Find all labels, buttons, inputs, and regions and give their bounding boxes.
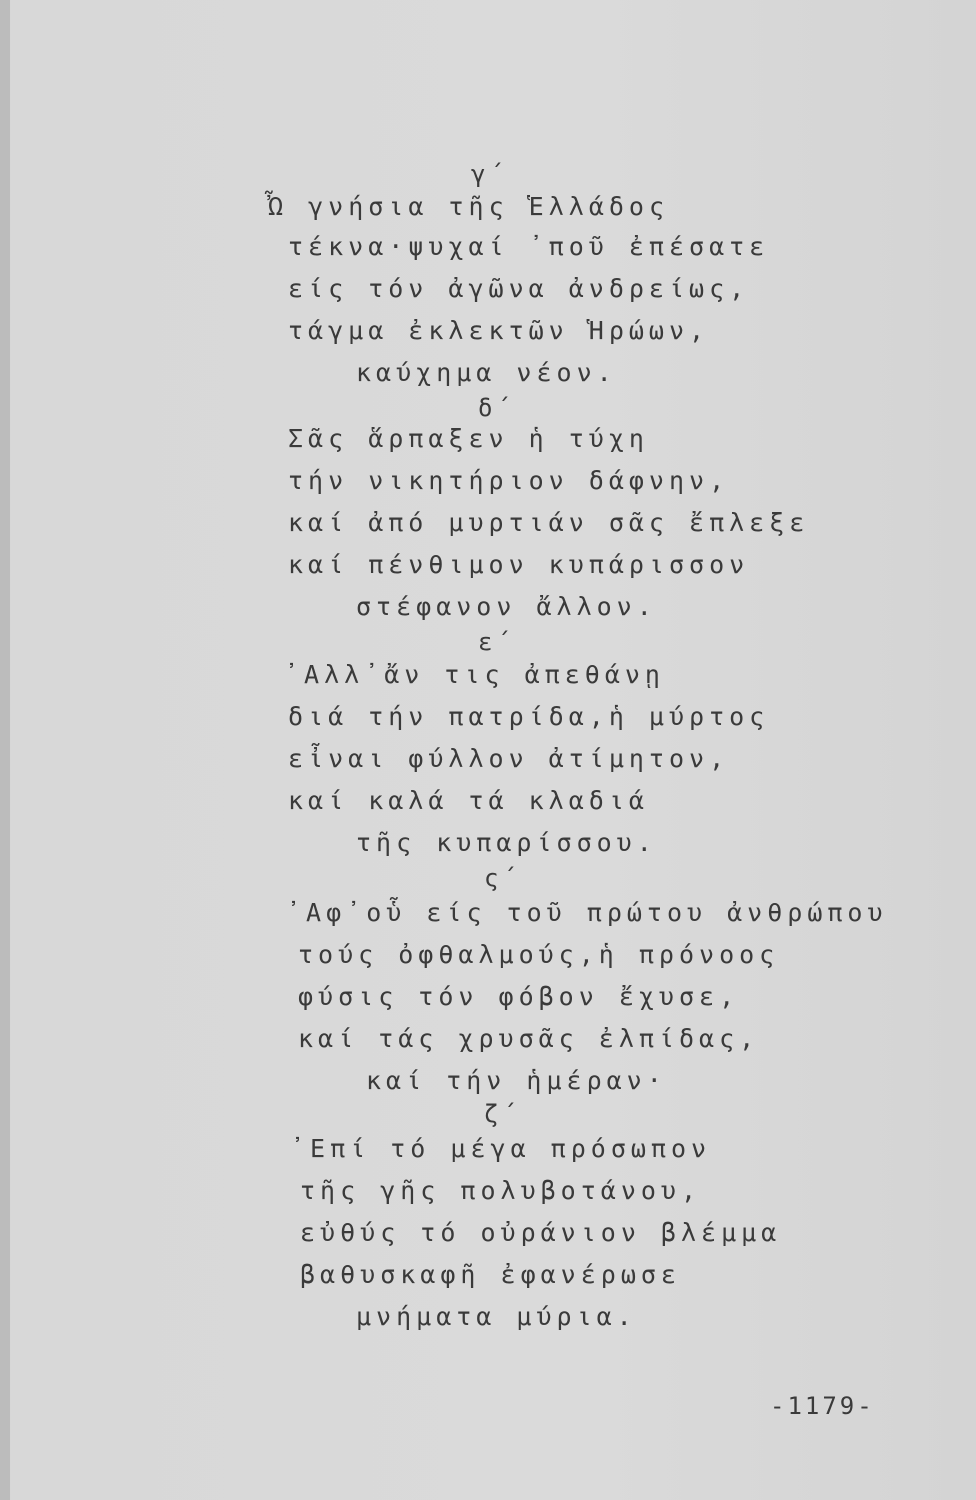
- stanza-mark-zeta: ζ΄: [484, 1100, 521, 1128]
- poem-line: καί τήν ἡμέραν·: [366, 1066, 667, 1095]
- poem-line: ᾽Αφ᾽οὗ είς τοῦ πρώτου ἀνθρώπου: [286, 898, 888, 927]
- poem-line: καί πένθιμον κυπάρισσον: [288, 550, 750, 579]
- poem-line: καί καλά τά κλαδιά: [288, 786, 649, 815]
- poem-line: εἶναι φύλλον ἀτίμητον,: [288, 744, 730, 773]
- stanza-mark-epsilon: ε΄: [478, 628, 515, 656]
- poem-line: τούς ὀφθαλμούς,ἡ πρόνοος: [298, 940, 780, 969]
- poem-line: καί ἀπό μυρτιάν σᾶς ἔπλεξε: [288, 508, 810, 537]
- poem-line: Σᾶς ἅρπαξεν ἡ τύχη: [288, 424, 649, 453]
- poem-line: διά τήν πατρίδα,ἡ μύρτος: [288, 702, 770, 731]
- poem-line: στέφανον ἄλλον.: [356, 592, 657, 621]
- poem-line: καύχημα νέον.: [356, 358, 617, 387]
- stanza-mark-stigma: ς΄: [484, 864, 521, 892]
- poem-line: ᾽Αλλ᾽ἄν τις ἀπεθάνῃ: [284, 660, 665, 689]
- poem-line: βαθυσκαφῆ ἐφανέρωσε: [300, 1260, 681, 1289]
- poem-line: τάγμα ἐκλεκτῶν Ἡρώων,: [288, 316, 710, 345]
- poem-line: τήν νικητήριον δάφνην,: [288, 466, 730, 495]
- poem-line: τῆς κυπαρίσσου.: [356, 828, 657, 857]
- poem-line: είς τόν ἀγῶνα ἀνδρείως,: [288, 274, 750, 303]
- poem-line: ᾽Επί τό μέγα πρόσωπον: [290, 1134, 712, 1163]
- poem-line: καί τάς χρυσᾶς ἐλπίδας,: [298, 1024, 760, 1053]
- poem-line: τέκνα·ψυχαί ᾽ποῦ ἐπέσατε: [288, 232, 770, 261]
- poem-line: εὐθύς τό οὐράνιον βλέμμα: [300, 1218, 782, 1247]
- page-left-edge: [0, 0, 10, 1500]
- stanza-mark-delta: δ΄: [478, 394, 515, 422]
- poem-line: φύσις τόν φόβον ἔχυσε,: [298, 982, 740, 1011]
- poem-line: τῆς γῆς πολυβοτάνου,: [300, 1176, 702, 1205]
- page-number: -1179-: [770, 1392, 875, 1420]
- poem-line: μνήματα μύρια.: [356, 1302, 637, 1331]
- poem-line: Ὦ γνήσια τῆς Ἑλλάδος: [268, 192, 670, 221]
- stanza-mark-gamma: γ΄: [471, 160, 508, 188]
